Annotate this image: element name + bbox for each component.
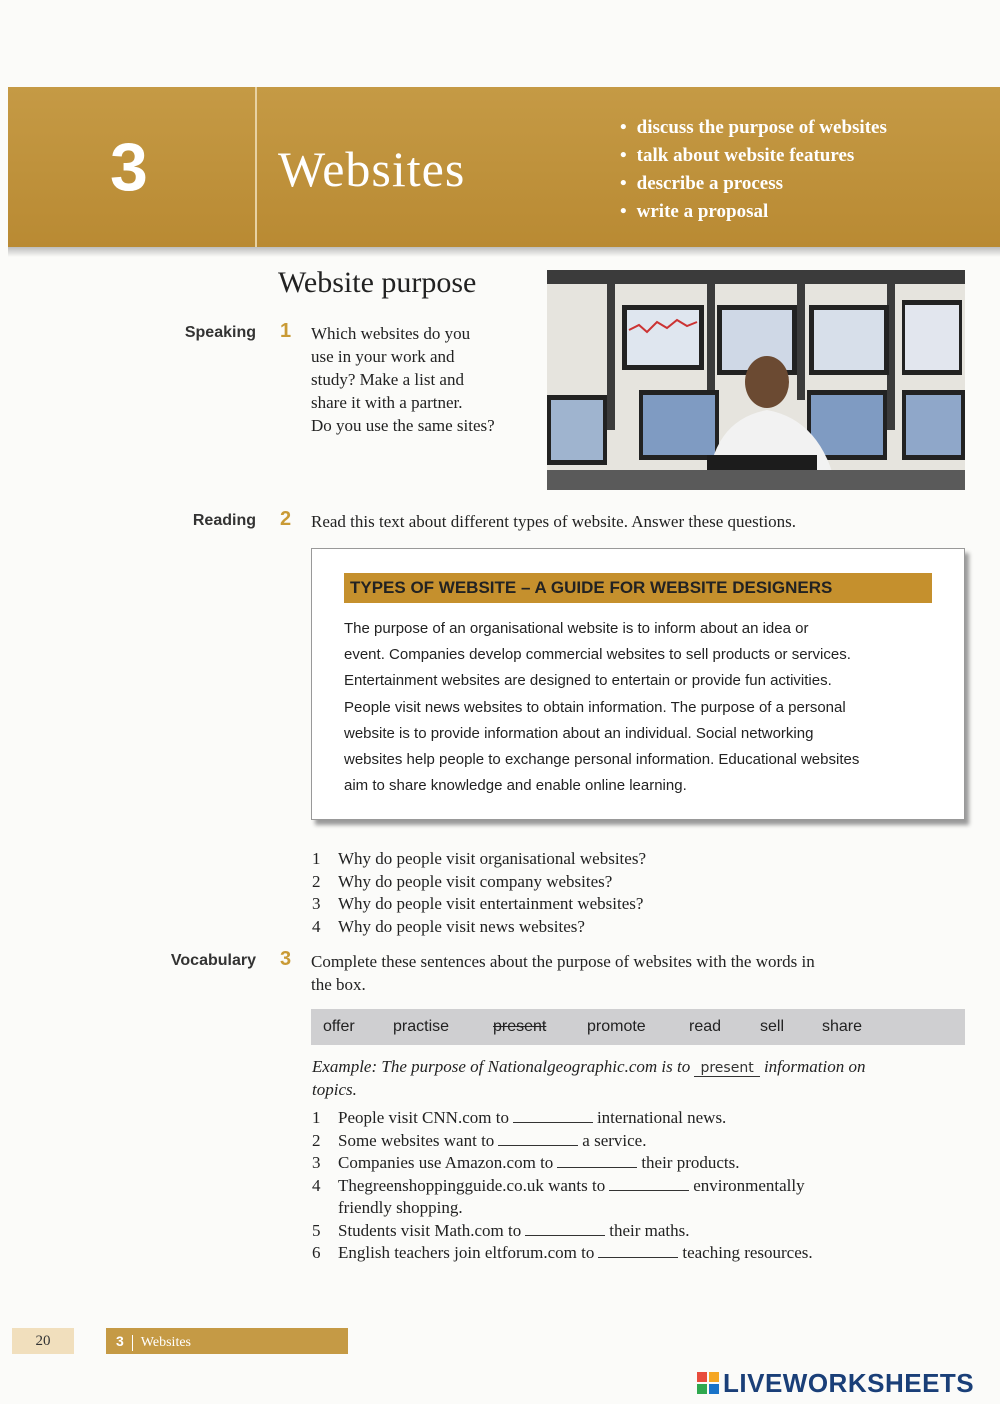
vocabulary-instruction <box>311 950 951 996</box>
objective-item: • describe a process <box>620 170 887 198</box>
question-text: Why do people visit news websites? <box>338 916 585 936</box>
speaking-label: Speaking <box>184 324 256 341</box>
vocabulary-label: Vocabulary <box>170 952 256 969</box>
prompt-line: Which websites do you <box>311 324 471 343</box>
unit-number: 3 <box>110 129 148 205</box>
sentence-item <box>312 1152 813 1175</box>
sentence-item <box>312 1220 813 1243</box>
sentence-text: environmentally <box>693 1175 805 1195</box>
body-line: event. Companies develop commercial websites to sell products or services. <box>344 646 851 664</box>
prompt-line: share it with a partner. <box>311 393 463 412</box>
word-option: promote <box>587 1018 646 1035</box>
example-answer: present <box>694 1060 759 1077</box>
sentence-item <box>312 1175 813 1220</box>
body-line: aim to share knowledge and enable online learning. <box>344 777 687 795</box>
example-text: information on <box>763 1057 866 1076</box>
answer-blank[interactable] <box>609 1176 689 1191</box>
sentence-text: Thegreenshoppingguide.co.uk wants to <box>338 1175 606 1195</box>
question-number: 1 <box>312 849 321 868</box>
sentence-text: Companies use Amazon.com to <box>338 1153 554 1172</box>
word-box <box>311 1009 965 1045</box>
example-text: topics. <box>312 1080 357 1099</box>
sentence-text: English teachers join eltforum.com to <box>338 1243 595 1262</box>
prompt-line: Do you use the same sites? <box>311 416 495 435</box>
banner-shadow <box>8 247 1000 257</box>
objective-item: • talk about website features <box>620 142 887 170</box>
sentence-number: 1 <box>312 1108 321 1127</box>
body-line: People visit news websites to obtain information. The purpose of a personal <box>344 698 846 716</box>
trading-desk-photo <box>547 270 965 490</box>
question-item <box>312 871 646 894</box>
reading-instruction: Read this text about different types of website. Answer these questions. <box>311 512 797 531</box>
sentence-text: friendly shopping. <box>338 1198 463 1217</box>
sentence-item <box>312 1242 813 1265</box>
footer-unit-bar <box>106 1328 348 1354</box>
example-text: Example: The purpose of Nationalgeographic.com is to <box>312 1057 691 1076</box>
body-line: Entertainment websites are designed to entertain or provide fun activities. <box>344 672 832 690</box>
sentence-number: 5 <box>312 1220 321 1240</box>
question-number: 4 <box>312 916 321 936</box>
word-option: sell <box>760 1018 785 1035</box>
sentence-text: international news. <box>596 1108 727 1127</box>
instruction-line: the box. <box>311 975 366 994</box>
objective-item: • discuss the purpose of websites <box>620 114 887 142</box>
body-line: websites help people to exchange personal information. Educational websites <box>344 751 860 769</box>
answer-blank[interactable] <box>598 1243 678 1258</box>
liveworksheets-icon <box>697 1370 719 1392</box>
text-box-heading: TYPES OF WEBSITE – A GUIDE FOR WEBSITE DESIGNERS <box>344 573 932 603</box>
exercise-number-3: 3 <box>280 948 292 970</box>
banner-divider <box>255 87 257 247</box>
word-option: share <box>822 1018 863 1035</box>
exercise-number-2: 2 <box>280 508 292 530</box>
footer-unit-title: Websites <box>140 1335 191 1350</box>
question-item <box>312 893 646 916</box>
sentence-list <box>312 1107 813 1265</box>
answer-blank[interactable] <box>498 1131 578 1146</box>
text-box-body <box>344 616 934 799</box>
sentence-text: Some websites want to <box>338 1130 495 1150</box>
sentence-item <box>312 1130 813 1153</box>
watermark-text: LIVEWORKSHEETS <box>723 1368 975 1398</box>
sentence-item <box>312 1107 813 1130</box>
speaking-prompt <box>311 322 546 437</box>
sentence-text: teaching resources. <box>682 1243 813 1262</box>
question-item <box>312 848 646 871</box>
prompt-line: study? Make a list and <box>311 370 464 389</box>
sentence-text: a service. <box>582 1130 647 1150</box>
question-text: Why do people visit entertainment websites? <box>338 894 644 914</box>
exercise-number-1: 1 <box>280 320 292 342</box>
question-number: 3 <box>312 894 321 914</box>
prompt-line: use in your work and <box>311 347 455 366</box>
question-text: Why do people visit organisational websites? <box>338 849 646 868</box>
question-number: 2 <box>312 871 321 891</box>
instruction-line: Complete these sentences about the purpose of websites with the words in <box>311 952 815 971</box>
sentence-text: Students visit Math.com to <box>338 1220 522 1240</box>
question-text: Why do people visit company websites? <box>338 871 613 891</box>
answer-blank[interactable] <box>557 1153 637 1168</box>
footer-unit-number: 3 <box>116 1333 124 1349</box>
sentence-text: their maths. <box>609 1220 690 1240</box>
word-option: offer <box>323 1018 355 1035</box>
footer-separator <box>132 1335 133 1351</box>
page-number: 20 <box>12 1328 74 1354</box>
example-sentence <box>312 1056 952 1101</box>
answer-blank[interactable] <box>525 1221 605 1236</box>
question-item <box>312 916 646 939</box>
sentence-number: 6 <box>312 1243 321 1262</box>
answer-blank[interactable] <box>513 1108 593 1123</box>
word-option: read <box>689 1018 722 1035</box>
sentence-number: 4 <box>312 1175 321 1195</box>
unit-title: Websites <box>278 141 466 197</box>
question-list <box>312 848 646 938</box>
reading-label: Reading <box>192 512 256 529</box>
section-title: Website purpose <box>278 266 477 299</box>
sentence-text: their products. <box>641 1153 740 1172</box>
body-line: The purpose of an organisational website is to inform about an idea or <box>344 620 809 637</box>
objectives-list <box>620 114 887 226</box>
liveworksheets-logo <box>697 1368 974 1399</box>
word-option-used: present <box>493 1018 547 1035</box>
word-option: practise <box>393 1018 450 1035</box>
sentence-text: People visit CNN.com to <box>338 1108 509 1127</box>
sentence-number: 3 <box>312 1153 321 1172</box>
sentence-number: 2 <box>312 1130 321 1150</box>
body-line: website is to provide information about an individual. Social networking <box>344 724 814 742</box>
objective-item: • write a proposal <box>620 198 887 226</box>
